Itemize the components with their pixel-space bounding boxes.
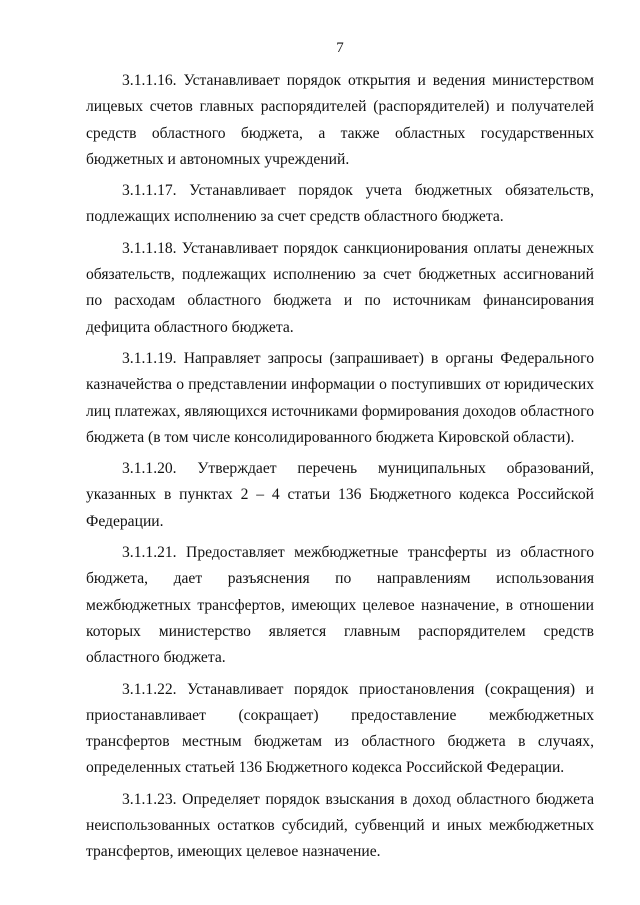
paragraph-3-1-1-23: 3.1.1.23. Определяет порядок взыскания в доход областного бюджета неиспользованных остатков субсидий, субвенций и иных межбюджетных трансфертов, имеющих целевое назначение. [86, 790, 594, 861]
paragraph-3-1-1-17: 3.1.1.17. Устанавливает порядок учета бюджетных обязательств, подлежащих исполнению за счет средств областного бюджета. [86, 182, 594, 226]
paragraph-3-1-1-16: 3.1.1.16. Устанавливает порядок открытия и ведения министерством лицевых счетов главных распорядителей (распорядителей) и получателей средств областного бюджета, а также областных государственных бюджетных и автономных учреждений. [86, 72, 594, 168]
document-body [86, 68, 594, 871]
paragraph-3-1-1-21: 3.1.1.21. Предоставляет межбюджетные трансферты из областного бюджета, дает разъяснения по направлениям использования межбюджетных трансфертов, имеющих целевое назначение, в отношении которых министерство является главным распорядителем средств областного бюджета. [86, 544, 594, 667]
paragraph-3-1-1-19: 3.1.1.19. Направляет запросы (запрашивает) в органы Федерального казначейства о представлении информации о поступивших от юридических лиц платежах, являющихся источниками формирования доходов областного бюджета (в том числе консолидированного бюджета Кировской области). [86, 349, 594, 446]
paragraph-3-1-1-20: 3.1.1.20. Утверждает перечень муниципальных образований, указанных в пунктах 2 – 4 статьи 136 Бюджетного кодекса Российской Федерации. [86, 460, 594, 530]
page-number: 7 [336, 40, 344, 56]
paragraph-3-1-1-22: 3.1.1.22. Устанавливает порядок приостановления (сокращения) и приостанавливает (сокращает) предоставление межбюджетных трансфертов местным бюджетам из областного бюджета в случаях, определенных статьей 136 Бюджетного кодекса Российской Федерации. [86, 680, 594, 777]
paragraph-3-1-1-18: 3.1.1.18. Устанавливает порядок санкционирования оплаты денежных обязательств, подлежащих исполнению за счет бюджетных ассигнований по расходам областного бюджета и по источникам финансирования дефицита областного бюджета. [86, 239, 594, 336]
